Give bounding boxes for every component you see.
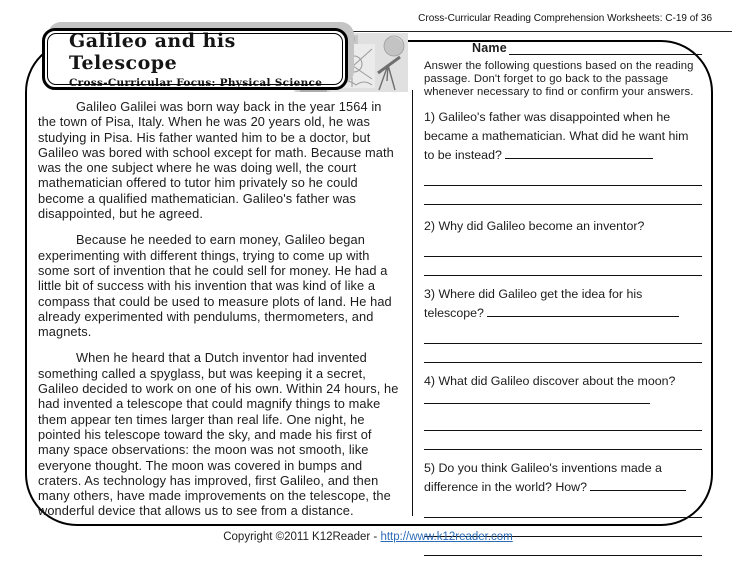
passage-paragraph-3: When he heard that a Dutch inventor had invented something called a spyglass, but was keeping it a secret, Galileo decided to work on one of his own. Within 24 hours, he had invented a telescope that could magnify things to make them appear ten times larger than real life. One night, he pointed his telescope toward the sky, and made his first of many space observations: the moon was not smooth, like everyone thought. The moon was covered in bumps and craters. As technology has improved, first Galileo, and then many others, have made improvements on the telescope, the wonderful device that allows us to see from a distance. [38, 350, 399, 519]
question-5-answer-line[interactable] [424, 497, 702, 518]
question-1-answer-line[interactable] [424, 186, 702, 205]
question-2-answer-line[interactable] [424, 236, 702, 257]
question-4 [424, 372, 702, 450]
question-3-text: 3) Where did Galileo get the idea for his telescope? [424, 286, 643, 320]
name-input-line[interactable] [509, 41, 702, 55]
question-4-text: 4) What did Galileo discover about the moon? [424, 373, 676, 388]
reading-passage [38, 99, 402, 530]
question-2 [424, 217, 702, 276]
question-2-answer-line[interactable] [424, 257, 702, 276]
passage-paragraph-1: Galileo Galilei was born way back in the year 1564 in the town of Pisa, Italy. When he was 20 years old, he was studying in Pisa. His father wanted him to be a doctor, but Galileo was bored with school except for math. Because math was the one subject where he was doing well, the court mathematician offered to tutor him privately so he could become a qualified mathematician. Galileo's father was disappointed, but he agreed. [38, 99, 394, 222]
question-1 [424, 108, 702, 205]
copyright-text: Copyright ©2011 K12Reader - [223, 531, 381, 543]
question-3 [424, 285, 702, 363]
k12reader-link[interactable]: http://www.k12reader.com [380, 531, 513, 543]
name-label: Name [472, 41, 507, 55]
instructions-text: Answer the following questions based on the reading passage. Don't forget to go back to the passage whenever necessary to find or confirm your answers. [424, 60, 694, 98]
worksheet-series-label: Cross-Curricular Reading Comprehension Worksheets: C-19 of 36 [418, 13, 712, 24]
question-5-inline-blank[interactable] [590, 478, 686, 491]
title-box [42, 28, 348, 90]
question-4-answer-line[interactable] [424, 410, 702, 431]
name-row [424, 40, 702, 55]
question-1-inline-blank[interactable] [505, 146, 653, 159]
page-subtitle: Cross-Curricular Focus: Physical Science [69, 76, 323, 89]
passage-paragraph-2: Because he needed to earn money, Galileo began experimenting with different things, trying to come up with some sort of invention that he could sell for money. He had a little bit of success with his invention that was kind of like a compass that could be used to measure plots of land. He had already experimented with pendulums, thermometers, and magnets. [38, 232, 392, 340]
question-3-answer-line[interactable] [424, 344, 702, 363]
column-divider [412, 90, 413, 516]
page-title: Galileo and his Telescope [69, 29, 236, 74]
question-2-text: 2) Why did Galileo become an inventor? [424, 218, 645, 233]
footer [0, 531, 736, 543]
question-1-text: 1) Galileo's father was disappointed when he became a mathematician. What did he want him to be instead? [424, 109, 689, 162]
question-4-inline-blank[interactable] [424, 391, 650, 404]
question-3-inline-blank[interactable] [487, 304, 679, 317]
question-3-answer-line[interactable] [424, 323, 702, 344]
question-5-text: 5) Do you think Galileo's inventions made a difference in the world? How? [424, 460, 662, 494]
question-4-answer-line[interactable] [424, 431, 702, 450]
header-rule [298, 31, 732, 32]
answer-column [424, 40, 702, 556]
question-1-answer-line[interactable] [424, 165, 702, 186]
